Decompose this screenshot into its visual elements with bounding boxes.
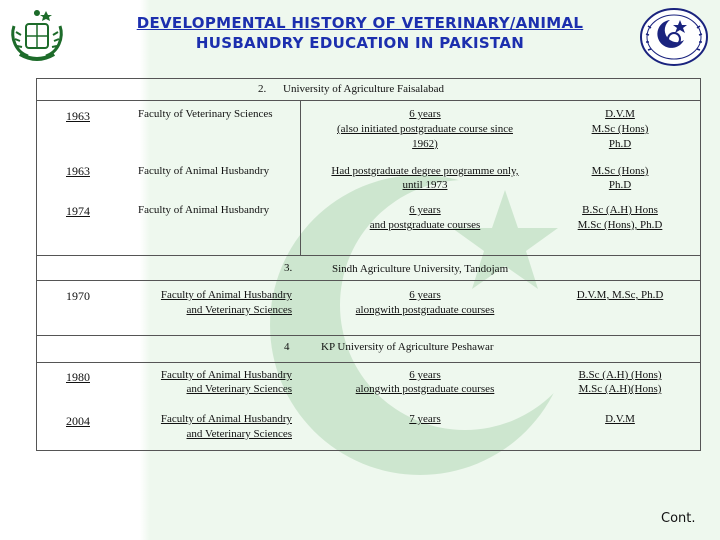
row-duration: 7 years bbox=[409, 413, 441, 425]
row-degree: D.V.M bbox=[605, 413, 635, 425]
row-degree: M.Sc (Hons) bbox=[591, 165, 649, 177]
row-year: 1963 bbox=[66, 109, 90, 123]
commission-seal-logo-icon bbox=[638, 6, 710, 68]
section-number: 3. bbox=[284, 262, 293, 274]
section-university-name: University of Agriculture Faisalabad bbox=[283, 83, 444, 95]
row-year: 2004 bbox=[66, 414, 90, 428]
row-degree: Ph.D bbox=[608, 179, 632, 191]
row-faculty: Faculty of Animal Husbandry bbox=[160, 289, 292, 301]
row-year: 1974 bbox=[66, 204, 90, 218]
row-faculty: and Veterinary Sciences bbox=[186, 383, 292, 395]
table-rule bbox=[37, 280, 700, 281]
row-duration: Had postgraduate degree programme only, bbox=[331, 165, 519, 177]
row-duration: 6 years bbox=[409, 289, 441, 301]
row-faculty: and Veterinary Sciences bbox=[186, 428, 292, 440]
row-duration: alongwith postgraduate courses bbox=[355, 383, 495, 395]
section-number: 4 bbox=[284, 341, 290, 353]
row-duration: 6 years bbox=[409, 204, 441, 216]
table-rule bbox=[37, 255, 700, 256]
row-year: 1963 bbox=[66, 164, 90, 178]
row-faculty: Faculty of Animal Husbandry bbox=[160, 413, 292, 425]
row-duration: alongwith postgraduate courses bbox=[355, 304, 495, 316]
row-degree: B.Sc (A.H) (Hons) bbox=[578, 369, 662, 381]
row-faculty: Faculty of Animal Husbandry bbox=[160, 369, 292, 381]
row-degree: M.Sc (A.H)(Hons) bbox=[578, 383, 662, 395]
section-university-name: Sindh Agriculture University, Tandojam bbox=[332, 263, 509, 275]
row-year: 1980 bbox=[66, 370, 90, 384]
row-duration: 6 years bbox=[409, 369, 441, 381]
table-rule bbox=[37, 335, 700, 336]
row-degree: Ph.D bbox=[608, 138, 632, 150]
page-title-line-1: DEVELOPMENTAL HISTORY OF VETERINARY/ANIMAL bbox=[136, 14, 584, 32]
row-duration: 6 years bbox=[409, 108, 441, 120]
row-degree: D.V.M bbox=[605, 108, 635, 120]
section-university-name: KP University of Agriculture Peshawar bbox=[321, 341, 494, 353]
row-duration: until 1973 bbox=[402, 179, 448, 191]
row-faculty: Faculty of Veterinary Sciences bbox=[138, 108, 273, 120]
section-number: 2. bbox=[258, 83, 267, 95]
row-duration: and postgraduate courses bbox=[369, 219, 481, 231]
page-title-line-2: HUSBANDRY EDUCATION IN PAKISTAN bbox=[195, 34, 525, 52]
table-rule bbox=[37, 100, 700, 101]
row-duration: (also initiated postgraduate course since bbox=[337, 123, 513, 135]
row-faculty: Faculty of Animal Husbandry bbox=[138, 204, 270, 216]
row-faculty: and Veterinary Sciences bbox=[186, 304, 292, 316]
row-degree: M.Sc (Hons), Ph.D bbox=[577, 219, 663, 231]
continued-label: Cont. bbox=[661, 511, 696, 526]
table-rule bbox=[37, 362, 700, 363]
row-duration: 1962) bbox=[412, 138, 438, 150]
row-faculty: Faculty of Animal Husbandry bbox=[138, 165, 270, 177]
row-degree: B.Sc (A.H) Hons bbox=[582, 204, 658, 216]
row-year: 1970 bbox=[66, 289, 90, 303]
state-emblem-logo-icon bbox=[8, 6, 66, 64]
row-degree: D.V.M, M.Sc, Ph.D bbox=[576, 289, 664, 301]
table-column-rule bbox=[300, 100, 301, 255]
row-degree: M.Sc (Hons) bbox=[591, 123, 649, 135]
